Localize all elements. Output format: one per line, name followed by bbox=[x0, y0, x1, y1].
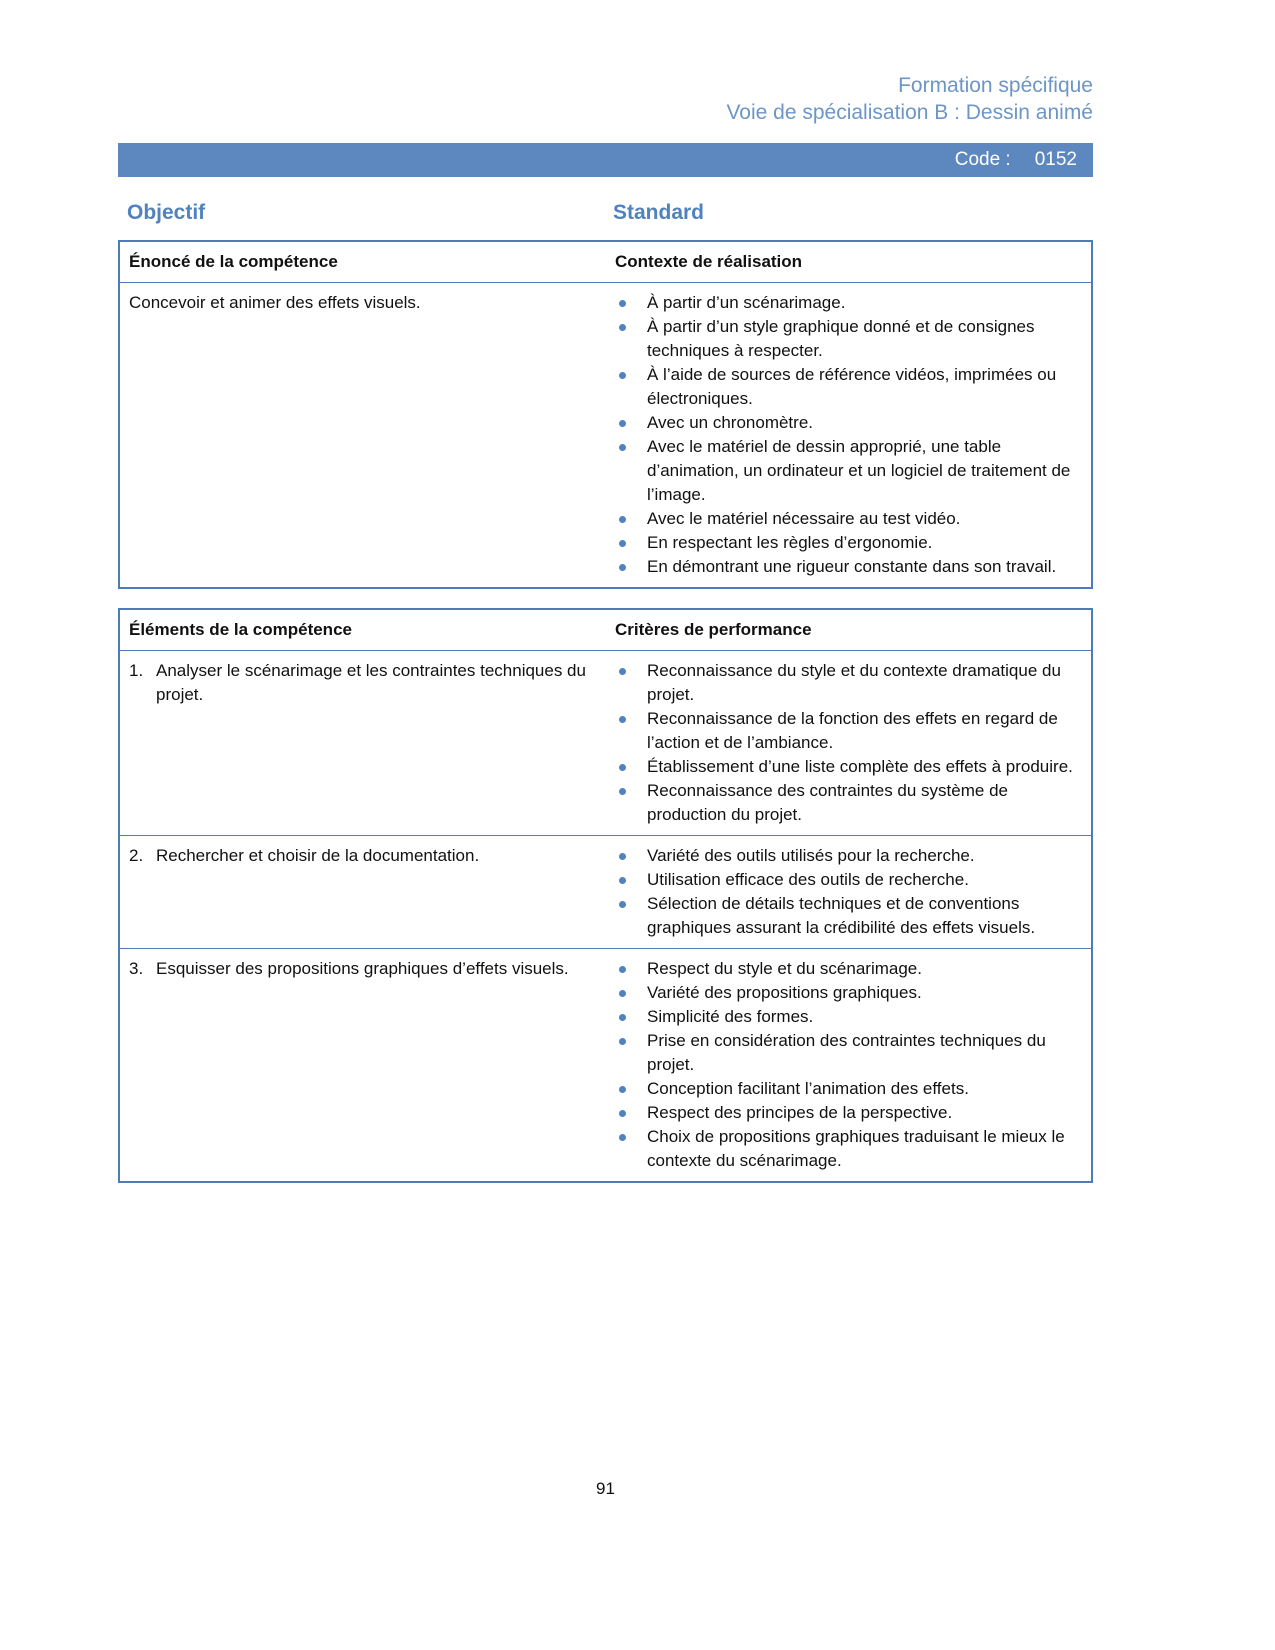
bullet-item bbox=[615, 1125, 1077, 1173]
bullet-text: À partir d’un scénarimage. bbox=[647, 293, 846, 312]
header-line-1: Formation spécifique bbox=[898, 74, 1093, 97]
bullet-text: Conception facilitant l’animation des effets. bbox=[647, 1079, 969, 1098]
bullet-dot-icon bbox=[619, 1110, 626, 1117]
bullet-text: En respectant les règles d’ergonomie. bbox=[647, 533, 933, 552]
bullet-text: Établissement d’une liste complète des effets à produire. bbox=[647, 757, 1073, 776]
numbered-item bbox=[129, 844, 586, 868]
bullet-item bbox=[615, 363, 1077, 411]
bullet-text: Avec le matériel nécessaire au test vidéo. bbox=[647, 509, 961, 528]
item-number: 2. bbox=[129, 846, 144, 865]
bullet-item bbox=[615, 844, 1077, 868]
bullet-text: Choix de propositions graphiques traduisant le mieux le contexte du scénarimage. bbox=[647, 1127, 1065, 1170]
item-number: 1. bbox=[129, 661, 144, 680]
criteria-bullet-list bbox=[615, 844, 1077, 940]
code-label: Code : bbox=[954, 149, 1011, 170]
code-value: 0152 bbox=[1034, 149, 1077, 170]
bullet-text: Avec le matériel de dessin approprié, une table d’animation, un ordinateur et un logiciel de traitement de l’image. bbox=[647, 437, 1071, 504]
bullet-dot-icon bbox=[619, 420, 626, 427]
table-elements-competence bbox=[118, 608, 1093, 1183]
criteria-cell bbox=[602, 836, 1091, 948]
bullet-text: À partir d’un style graphique donné et de consignes techniques à respecter. bbox=[647, 317, 1035, 360]
bullet-dot-icon bbox=[619, 1086, 626, 1093]
criteria-cell bbox=[602, 949, 1091, 1181]
bullet-item bbox=[615, 957, 1077, 981]
bullet-text: Reconnaissance de la fonction des effets en regard de l’action et de l’ambiance. bbox=[647, 709, 1058, 752]
bullet-dot-icon bbox=[619, 444, 626, 451]
numbered-item bbox=[129, 957, 586, 981]
bullet-dot-icon bbox=[619, 300, 626, 307]
table2-left-header: Éléments de la compétence bbox=[129, 620, 352, 639]
column-headings bbox=[118, 200, 1093, 226]
table2-header-row bbox=[120, 610, 1091, 651]
bullet-text: Avec un chronomètre. bbox=[647, 413, 813, 432]
element-cell bbox=[120, 651, 602, 835]
heading-standard: Standard bbox=[613, 201, 705, 224]
bullet-dot-icon bbox=[619, 1134, 626, 1141]
page-content bbox=[118, 0, 1093, 1183]
bullet-dot-icon bbox=[619, 564, 626, 571]
page-number: 91 bbox=[596, 1479, 615, 1498]
document-header bbox=[118, 0, 1093, 126]
bullet-text: À l’aide de sources de référence vidéos, imprimées ou électroniques. bbox=[647, 365, 1057, 408]
criteria-cell bbox=[602, 651, 1091, 835]
bullet-item bbox=[615, 1101, 1077, 1125]
bullet-text: Respect du style et du scénarimage. bbox=[647, 959, 922, 978]
item-text: Esquisser des propositions graphiques d’effets visuels. bbox=[156, 959, 569, 978]
heading-objectif: Objectif bbox=[127, 201, 206, 224]
criteria-bullet-list bbox=[615, 659, 1077, 827]
bullet-item bbox=[615, 755, 1077, 779]
table1-body-row bbox=[120, 283, 1091, 587]
bullet-dot-icon bbox=[619, 966, 626, 973]
bullet-text: Variété des propositions graphiques. bbox=[647, 983, 922, 1002]
bullet-item bbox=[615, 892, 1077, 940]
numbered-item bbox=[129, 659, 586, 707]
bullet-text: Simplicité des formes. bbox=[647, 1007, 814, 1026]
bullet-item bbox=[615, 1029, 1077, 1077]
bullet-dot-icon bbox=[619, 764, 626, 771]
table1-right-header: Contexte de réalisation bbox=[615, 252, 803, 271]
bullet-dot-icon bbox=[619, 324, 626, 331]
element-cell bbox=[120, 949, 602, 1181]
bullet-item bbox=[615, 531, 1077, 555]
table-enonce-competence bbox=[118, 240, 1093, 589]
table2-right-header: Critères de performance bbox=[615, 620, 812, 639]
bullet-dot-icon bbox=[619, 668, 626, 675]
table1-header-row bbox=[120, 242, 1091, 283]
bullet-text: Reconnaissance du style et du contexte dramatique du projet. bbox=[647, 661, 1061, 704]
bullet-item bbox=[615, 1077, 1077, 1101]
bullet-item bbox=[615, 435, 1077, 507]
table-row bbox=[120, 835, 1091, 948]
bullet-item bbox=[615, 555, 1077, 579]
bullet-text: Sélection de détails techniques et de conventions graphiques assurant la crédibilité des effets visuels. bbox=[647, 894, 1036, 937]
criteria-bullet-list bbox=[615, 957, 1077, 1173]
bullet-item bbox=[615, 707, 1077, 755]
bullet-item bbox=[615, 411, 1077, 435]
bullet-dot-icon bbox=[619, 990, 626, 997]
bullet-text: Reconnaissance des contraintes du système de production du projet. bbox=[647, 781, 1008, 824]
table-row bbox=[120, 948, 1091, 1181]
bullet-item bbox=[615, 291, 1077, 315]
bullet-dot-icon bbox=[619, 901, 626, 908]
table1-context-cell bbox=[602, 283, 1091, 587]
bullet-item bbox=[615, 868, 1077, 892]
table1-left-header: Énoncé de la compétence bbox=[129, 252, 338, 271]
item-text: Analyser le scénarimage et les contraintes techniques du projet. bbox=[156, 661, 586, 704]
bullet-item bbox=[615, 659, 1077, 707]
table-row bbox=[120, 651, 1091, 835]
bullet-dot-icon bbox=[619, 1014, 626, 1021]
bullet-text: En démontrant une rigueur constante dans son travail. bbox=[647, 557, 1057, 576]
element-cell bbox=[120, 836, 602, 948]
bullet-dot-icon bbox=[619, 788, 626, 795]
bullet-text: Respect des principes de la perspective. bbox=[647, 1103, 953, 1122]
bullet-item bbox=[615, 507, 1077, 531]
item-number: 3. bbox=[129, 959, 144, 978]
header-line-2: Voie de spécialisation B : Dessin animé bbox=[726, 101, 1093, 124]
bullet-item bbox=[615, 779, 1077, 827]
bullet-dot-icon bbox=[619, 716, 626, 723]
table2-rows bbox=[120, 651, 1091, 1181]
bullet-dot-icon bbox=[619, 853, 626, 860]
bullet-text: Variété des outils utilisés pour la recherche. bbox=[647, 846, 975, 865]
bullet-text: Utilisation efficace des outils de recherche. bbox=[647, 870, 969, 889]
item-text: Rechercher et choisir de la documentation. bbox=[156, 846, 480, 865]
bullet-dot-icon bbox=[619, 540, 626, 547]
bullet-text: Prise en considération des contraintes techniques du projet. bbox=[647, 1031, 1046, 1074]
bullet-item bbox=[615, 981, 1077, 1005]
bullet-dot-icon bbox=[619, 1038, 626, 1045]
code-bar bbox=[118, 143, 1093, 177]
bullet-dot-icon bbox=[619, 877, 626, 884]
bullet-dot-icon bbox=[619, 516, 626, 523]
bullet-item bbox=[615, 315, 1077, 363]
table1-competence-text: Concevoir et animer des effets visuels. bbox=[129, 293, 421, 312]
bullet-dot-icon bbox=[619, 372, 626, 379]
context-bullet-list bbox=[615, 291, 1077, 579]
bullet-item bbox=[615, 1005, 1077, 1029]
